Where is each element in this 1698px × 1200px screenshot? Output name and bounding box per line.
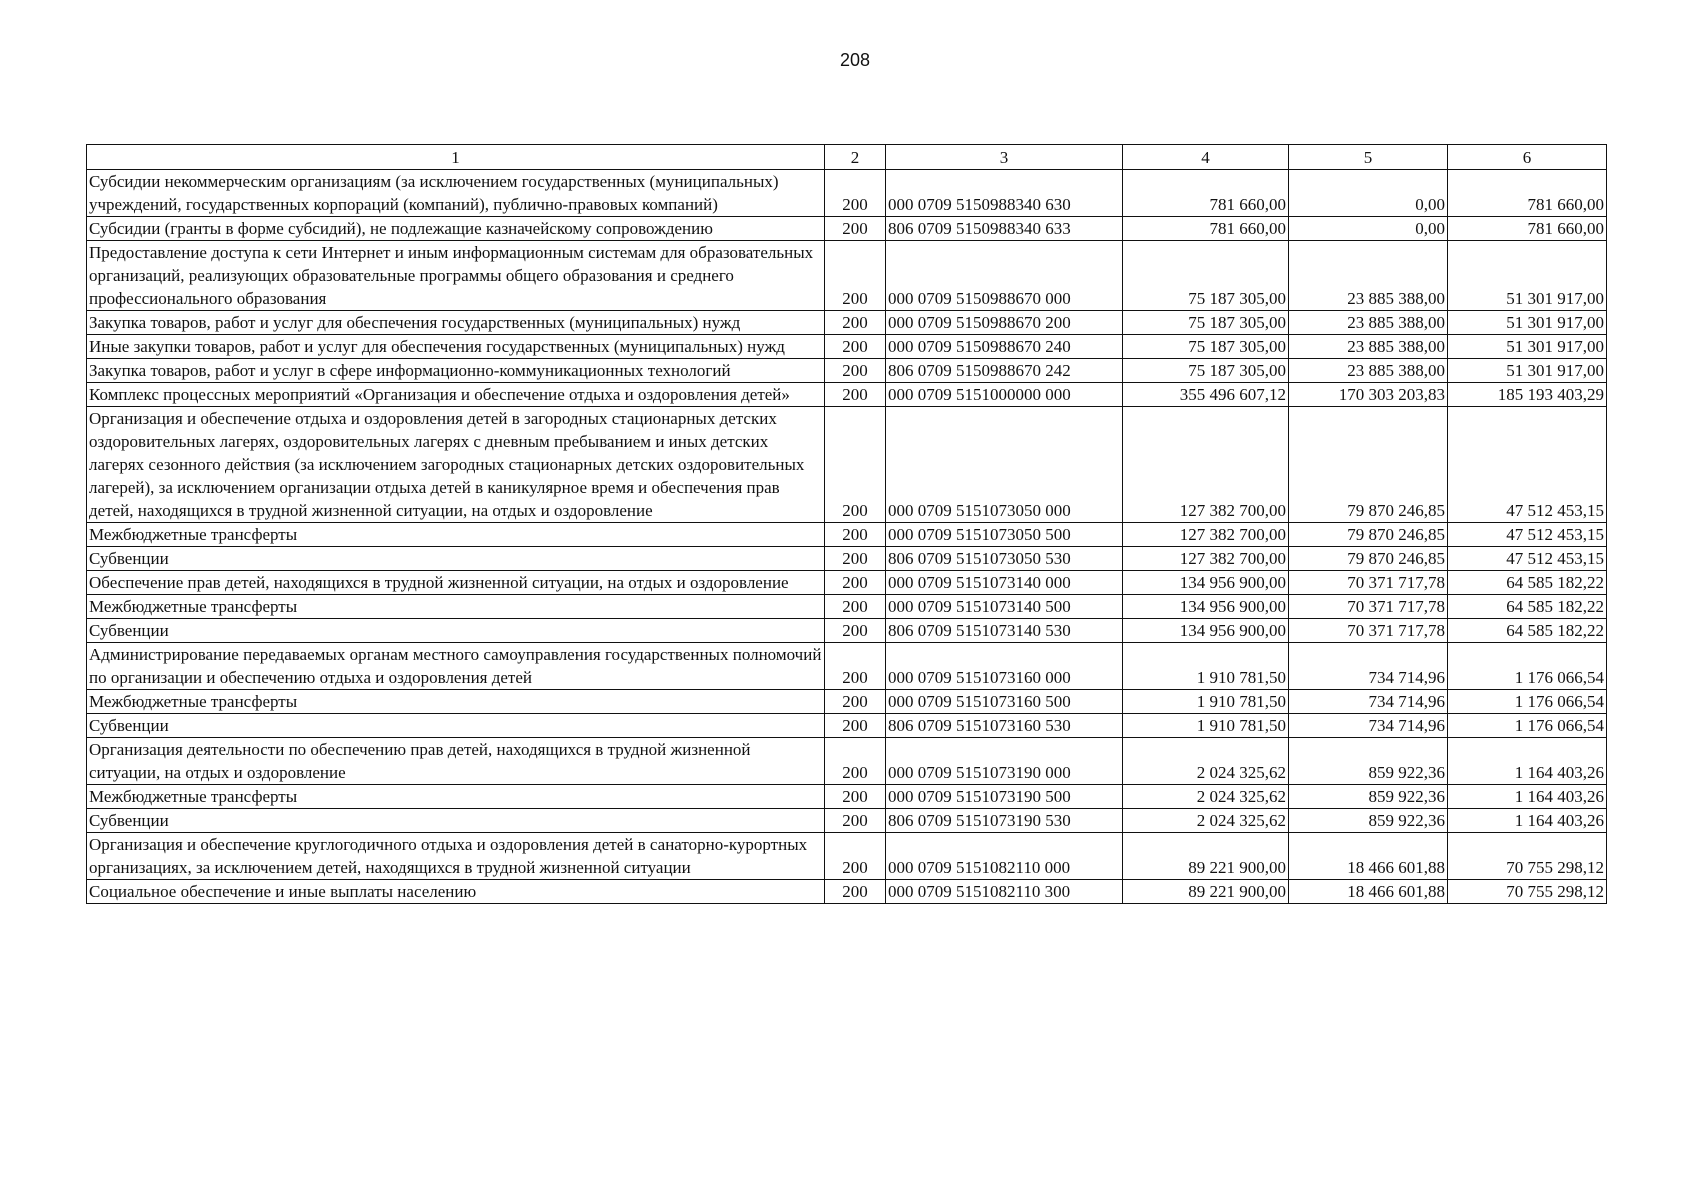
row-approved-amount: 89 221 900,00 xyxy=(1123,880,1289,904)
row-name: Субвенции xyxy=(87,714,825,738)
column-header-6: 6 xyxy=(1448,145,1607,170)
row-approved-amount: 2 024 325,62 xyxy=(1123,738,1289,785)
row-name: Закупка товаров, работ и услуг в сфере информационно-коммуникационных технологий xyxy=(87,359,825,383)
row-classification-code: 000 0709 5151073140 500 xyxy=(886,595,1123,619)
row-remaining-amount: 64 585 182,22 xyxy=(1448,619,1607,643)
row-approved-amount: 2 024 325,62 xyxy=(1123,785,1289,809)
table-row xyxy=(87,785,1607,809)
row-status-code: 200 xyxy=(825,690,886,714)
row-name: Организация и обеспечение круглогодичного отдыха и оздоровления детей в санаторно-курортных организациях, за исключением детей, находящихся в трудной жизненной ситуации xyxy=(87,833,825,880)
row-classification-code: 000 0709 5151000000 000 xyxy=(886,383,1123,407)
budget-table xyxy=(86,144,1607,904)
row-status-code: 200 xyxy=(825,407,886,523)
table-row xyxy=(87,619,1607,643)
column-header-3: 3 xyxy=(886,145,1123,170)
row-executed-amount: 859 922,36 xyxy=(1289,785,1448,809)
row-name: Межбюджетные трансферты xyxy=(87,523,825,547)
table-row xyxy=(87,217,1607,241)
row-approved-amount: 75 187 305,00 xyxy=(1123,311,1289,335)
header-row xyxy=(87,145,1607,170)
row-remaining-amount: 1 164 403,26 xyxy=(1448,738,1607,785)
row-approved-amount: 75 187 305,00 xyxy=(1123,335,1289,359)
row-status-code: 200 xyxy=(825,738,886,785)
row-classification-code: 000 0709 5151073160 500 xyxy=(886,690,1123,714)
row-remaining-amount: 1 176 066,54 xyxy=(1448,690,1607,714)
row-remaining-amount: 185 193 403,29 xyxy=(1448,383,1607,407)
row-classification-code: 806 0709 5150988670 242 xyxy=(886,359,1123,383)
row-remaining-amount: 51 301 917,00 xyxy=(1448,335,1607,359)
column-header-5: 5 xyxy=(1289,145,1448,170)
row-executed-amount: 70 371 717,78 xyxy=(1289,595,1448,619)
row-classification-code: 000 0709 5150988340 630 xyxy=(886,170,1123,217)
table-row xyxy=(87,738,1607,785)
row-name: Социальное обеспечение и иные выплаты населению xyxy=(87,880,825,904)
row-status-code: 200 xyxy=(825,523,886,547)
table-row xyxy=(87,547,1607,571)
table-row xyxy=(87,714,1607,738)
row-classification-code: 000 0709 5151073050 000 xyxy=(886,407,1123,523)
row-status-code: 200 xyxy=(825,595,886,619)
row-status-code: 200 xyxy=(825,833,886,880)
row-status-code: 200 xyxy=(825,359,886,383)
row-status-code: 200 xyxy=(825,880,886,904)
row-status-code: 200 xyxy=(825,643,886,690)
row-classification-code: 000 0709 5151082110 300 xyxy=(886,880,1123,904)
row-classification-code: 000 0709 5151073140 000 xyxy=(886,571,1123,595)
row-executed-amount: 70 371 717,78 xyxy=(1289,571,1448,595)
row-remaining-amount: 1 176 066,54 xyxy=(1448,714,1607,738)
row-approved-amount: 127 382 700,00 xyxy=(1123,547,1289,571)
row-approved-amount: 134 956 900,00 xyxy=(1123,571,1289,595)
table-row xyxy=(87,571,1607,595)
row-executed-amount: 734 714,96 xyxy=(1289,643,1448,690)
row-status-code: 200 xyxy=(825,809,886,833)
row-approved-amount: 1 910 781,50 xyxy=(1123,690,1289,714)
row-approved-amount: 781 660,00 xyxy=(1123,170,1289,217)
row-name: Межбюджетные трансферты xyxy=(87,690,825,714)
row-executed-amount: 734 714,96 xyxy=(1289,714,1448,738)
row-name: Администрирование передаваемых органам местного самоуправления государственных полномочий по организации и обеспечению отдыха и оздоровления детей xyxy=(87,643,825,690)
row-status-code: 200 xyxy=(825,547,886,571)
row-executed-amount: 18 466 601,88 xyxy=(1289,880,1448,904)
row-remaining-amount: 70 755 298,12 xyxy=(1448,880,1607,904)
row-name: Организация деятельности по обеспечению прав детей, находящихся в трудной жизненной ситуации, на отдых и оздоровление xyxy=(87,738,825,785)
row-remaining-amount: 64 585 182,22 xyxy=(1448,595,1607,619)
row-executed-amount: 170 303 203,83 xyxy=(1289,383,1448,407)
table-body xyxy=(87,170,1607,904)
row-executed-amount: 18 466 601,88 xyxy=(1289,833,1448,880)
row-remaining-amount: 47 512 453,15 xyxy=(1448,407,1607,523)
row-name: Субвенции xyxy=(87,619,825,643)
row-remaining-amount: 51 301 917,00 xyxy=(1448,241,1607,311)
row-remaining-amount: 70 755 298,12 xyxy=(1448,833,1607,880)
table-row xyxy=(87,311,1607,335)
row-classification-code: 806 0709 5151073160 530 xyxy=(886,714,1123,738)
row-name: Предоставление доступа к сети Интернет и иным информационным системам для образовательных организаций, реализующих образовательные программы общего образования и среднего профессионального образования xyxy=(87,241,825,311)
table-row xyxy=(87,690,1607,714)
row-approved-amount: 2 024 325,62 xyxy=(1123,809,1289,833)
row-executed-amount: 79 870 246,85 xyxy=(1289,523,1448,547)
row-classification-code: 000 0709 5150988670 200 xyxy=(886,311,1123,335)
row-executed-amount: 0,00 xyxy=(1289,170,1448,217)
row-status-code: 200 xyxy=(825,383,886,407)
row-status-code: 200 xyxy=(825,619,886,643)
row-classification-code: 000 0709 5151073160 000 xyxy=(886,643,1123,690)
row-name: Субвенции xyxy=(87,547,825,571)
row-name: Иные закупки товаров, работ и услуг для обеспечения государственных (муниципальных) нужд xyxy=(87,335,825,359)
row-executed-amount: 859 922,36 xyxy=(1289,738,1448,785)
row-name: Субвенции xyxy=(87,809,825,833)
row-approved-amount: 127 382 700,00 xyxy=(1123,523,1289,547)
row-classification-code: 806 0709 5151073190 530 xyxy=(886,809,1123,833)
column-header-4: 4 xyxy=(1123,145,1289,170)
row-remaining-amount: 1 164 403,26 xyxy=(1448,785,1607,809)
table-row xyxy=(87,643,1607,690)
table-row xyxy=(87,595,1607,619)
row-remaining-amount: 1 176 066,54 xyxy=(1448,643,1607,690)
table-row xyxy=(87,833,1607,880)
column-header-2: 2 xyxy=(825,145,886,170)
page-number: 208 xyxy=(839,50,871,70)
row-status-code: 200 xyxy=(825,335,886,359)
table-row xyxy=(87,809,1607,833)
row-classification-code: 000 0709 5151073190 500 xyxy=(886,785,1123,809)
row-approved-amount: 89 221 900,00 xyxy=(1123,833,1289,880)
row-name: Организация и обеспечение отдыха и оздоровления детей в загородных стационарных детских оздоровительных лагерях, оздоровительных лагерях с дневным пребыванием и иных детских лагерях сезонного действия (за исключением загородных стационарных детских оздоровительных лагерей), за исключением организации отдыха детей в каникулярное время и обеспечения прав детей, находящихся в трудной жизненной ситуации, на отдых и оздоровление xyxy=(87,407,825,523)
row-remaining-amount: 47 512 453,15 xyxy=(1448,523,1607,547)
row-status-code: 200 xyxy=(825,785,886,809)
row-name: Обеспечение прав детей, находящихся в трудной жизненной ситуации, на отдых и оздоровление xyxy=(87,571,825,595)
row-executed-amount: 0,00 xyxy=(1289,217,1448,241)
row-classification-code: 000 0709 5150988670 240 xyxy=(886,335,1123,359)
row-executed-amount: 859 922,36 xyxy=(1289,809,1448,833)
row-remaining-amount: 64 585 182,22 xyxy=(1448,571,1607,595)
table-row xyxy=(87,170,1607,217)
row-name: Межбюджетные трансферты xyxy=(87,785,825,809)
row-classification-code: 000 0709 5151082110 000 xyxy=(886,833,1123,880)
row-executed-amount: 23 885 388,00 xyxy=(1289,359,1448,383)
row-status-code: 200 xyxy=(825,217,886,241)
row-approved-amount: 75 187 305,00 xyxy=(1123,359,1289,383)
row-status-code: 200 xyxy=(825,571,886,595)
row-remaining-amount: 1 164 403,26 xyxy=(1448,809,1607,833)
row-executed-amount: 734 714,96 xyxy=(1289,690,1448,714)
row-classification-code: 000 0709 5150988670 000 xyxy=(886,241,1123,311)
row-status-code: 200 xyxy=(825,241,886,311)
row-executed-amount: 79 870 246,85 xyxy=(1289,547,1448,571)
row-remaining-amount: 781 660,00 xyxy=(1448,170,1607,217)
column-header-1: 1 xyxy=(87,145,825,170)
row-status-code: 200 xyxy=(825,311,886,335)
row-name: Субсидии некоммерческим организациям (за исключением государственных (муниципальных) учреждений, государственных корпораций (компаний), публично-правовых компаний) xyxy=(87,170,825,217)
row-executed-amount: 23 885 388,00 xyxy=(1289,335,1448,359)
row-status-code: 200 xyxy=(825,714,886,738)
row-classification-code: 806 0709 5151073140 530 xyxy=(886,619,1123,643)
row-classification-code: 806 0709 5151073050 530 xyxy=(886,547,1123,571)
row-remaining-amount: 47 512 453,15 xyxy=(1448,547,1607,571)
table-row xyxy=(87,383,1607,407)
row-executed-amount: 79 870 246,85 xyxy=(1289,407,1448,523)
table-row xyxy=(87,241,1607,311)
row-executed-amount: 23 885 388,00 xyxy=(1289,241,1448,311)
row-status-code: 200 xyxy=(825,170,886,217)
row-remaining-amount: 51 301 917,00 xyxy=(1448,311,1607,335)
table-row xyxy=(87,359,1607,383)
row-approved-amount: 355 496 607,12 xyxy=(1123,383,1289,407)
row-classification-code: 806 0709 5150988340 633 xyxy=(886,217,1123,241)
row-remaining-amount: 51 301 917,00 xyxy=(1448,359,1607,383)
row-approved-amount: 75 187 305,00 xyxy=(1123,241,1289,311)
row-classification-code: 000 0709 5151073190 000 xyxy=(886,738,1123,785)
row-classification-code: 000 0709 5151073050 500 xyxy=(886,523,1123,547)
row-executed-amount: 70 371 717,78 xyxy=(1289,619,1448,643)
row-name: Межбюджетные трансферты xyxy=(87,595,825,619)
row-name: Закупка товаров, работ и услуг для обеспечения государственных (муниципальных) нужд xyxy=(87,311,825,335)
row-approved-amount: 127 382 700,00 xyxy=(1123,407,1289,523)
table-row xyxy=(87,523,1607,547)
row-remaining-amount: 781 660,00 xyxy=(1448,217,1607,241)
table-row xyxy=(87,335,1607,359)
row-name: Комплекс процессных мероприятий «Организация и обеспечение отдыха и оздоровления детей» xyxy=(87,383,825,407)
row-approved-amount: 1 910 781,50 xyxy=(1123,714,1289,738)
table-row xyxy=(87,880,1607,904)
row-approved-amount: 781 660,00 xyxy=(1123,217,1289,241)
table-row xyxy=(87,407,1607,523)
row-executed-amount: 23 885 388,00 xyxy=(1289,311,1448,335)
row-approved-amount: 134 956 900,00 xyxy=(1123,595,1289,619)
row-approved-amount: 1 910 781,50 xyxy=(1123,643,1289,690)
row-name: Субсидии (гранты в форме субсидий), не подлежащие казначейскому сопровождению xyxy=(87,217,825,241)
row-approved-amount: 134 956 900,00 xyxy=(1123,619,1289,643)
